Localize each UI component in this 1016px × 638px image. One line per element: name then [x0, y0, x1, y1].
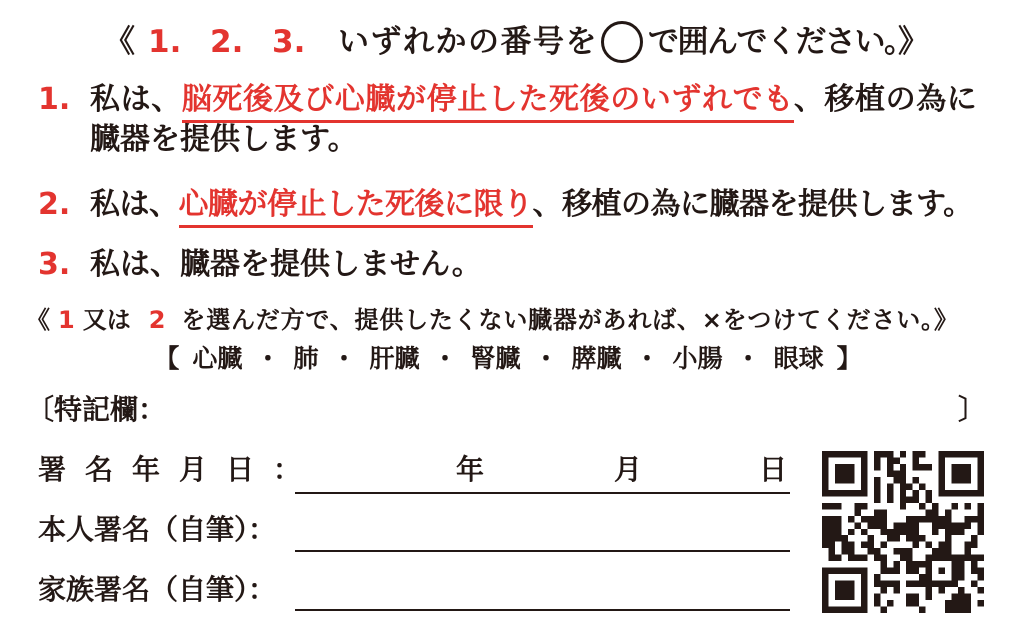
option-3-text	[90, 247, 482, 282]
remarks-label: 〔特記欄：	[26, 393, 167, 426]
option-3-suffix: 臓器を提供しません。	[180, 247, 482, 282]
organ-list-open-bracket: 【	[154, 344, 180, 373]
qr-code-icon	[822, 451, 984, 613]
organ-list	[0, 346, 1016, 371]
option-1-suffix: 、移植の為に	[793, 82, 978, 117]
date-month-label: 月	[614, 453, 643, 486]
organ-item: 腎臓	[470, 344, 521, 373]
signature-date-line	[295, 492, 790, 494]
instruction-number-2: 2.	[210, 23, 244, 60]
organ-separator: ・	[735, 344, 761, 373]
option-1-line	[90, 82, 977, 117]
organ-item: 眼球	[773, 344, 824, 373]
organ-item: 肺	[293, 344, 319, 373]
instruction-line	[104, 20, 928, 64]
option-2-text	[90, 187, 973, 228]
exclusion-open-bracket: 《	[26, 306, 50, 334]
option-2-number: 2.	[38, 187, 71, 222]
option-1-emphasis: 脳死後及び心臓が停止した死後のいずれでも	[182, 85, 794, 123]
date-day-label: 日	[759, 453, 788, 486]
exclusion-conjunction: 又は	[82, 306, 131, 334]
option-3-prefix: 私は、	[90, 247, 180, 282]
exclusion-option-2: 2	[148, 306, 166, 334]
family-signature-label: 家族署名（自筆）：	[38, 573, 277, 606]
instruction-open-bracket: 《	[104, 23, 135, 60]
organ-item: 肝臓	[369, 344, 420, 373]
option-2-line	[90, 187, 973, 222]
option-3-number: 3.	[38, 247, 71, 282]
option-2-emphasis: 心臓が停止した死後に限り	[179, 190, 533, 228]
organ-item: 小腸	[672, 344, 723, 373]
organ-item: 膵臓	[571, 344, 622, 373]
self-signature-label: 本人署名（自筆）：	[38, 513, 277, 546]
date-year-label: 年	[456, 453, 485, 486]
option-1-prefix: 私は、	[90, 82, 182, 117]
option-2-prefix: 私は、	[90, 187, 179, 222]
option-1-text	[90, 82, 978, 123]
organ-separator: ・	[432, 344, 458, 373]
instruction-text-before-mark: いずれかの番号を	[338, 23, 598, 60]
circle-icon	[600, 20, 644, 64]
exclusion-note	[26, 308, 959, 332]
family-signature-line	[295, 609, 790, 611]
remarks-close-bracket: 〕	[958, 393, 987, 426]
signature-date-label: 署名年月日：	[38, 453, 321, 486]
option-1-number: 1.	[38, 82, 71, 117]
organ-separator: ・	[255, 344, 281, 373]
instruction-number-1: 1.	[148, 23, 182, 60]
qr-modules	[822, 451, 984, 613]
organ-separator: ・	[533, 344, 559, 373]
self-signature-line	[295, 550, 790, 552]
exclusion-text: を選んだ方で、提供したくない臓器があれば、×をつけてください。》	[181, 306, 959, 334]
option-2-suffix: 、移植の為に臓器を提供します。	[532, 187, 973, 222]
option-1-continuation: 臓器を提供します。	[90, 122, 358, 157]
instruction-text-after-mark: で囲んでください。》	[648, 23, 928, 60]
instruction-number-3: 3.	[272, 23, 306, 60]
organ-separator: ・	[331, 344, 357, 373]
organ-separator: ・	[634, 344, 660, 373]
organ-list-close-bracket: 】	[836, 344, 862, 373]
instruction-numbers	[148, 23, 334, 60]
organ-item: 心臓	[192, 344, 243, 373]
exclusion-option-1: 1	[58, 306, 75, 334]
